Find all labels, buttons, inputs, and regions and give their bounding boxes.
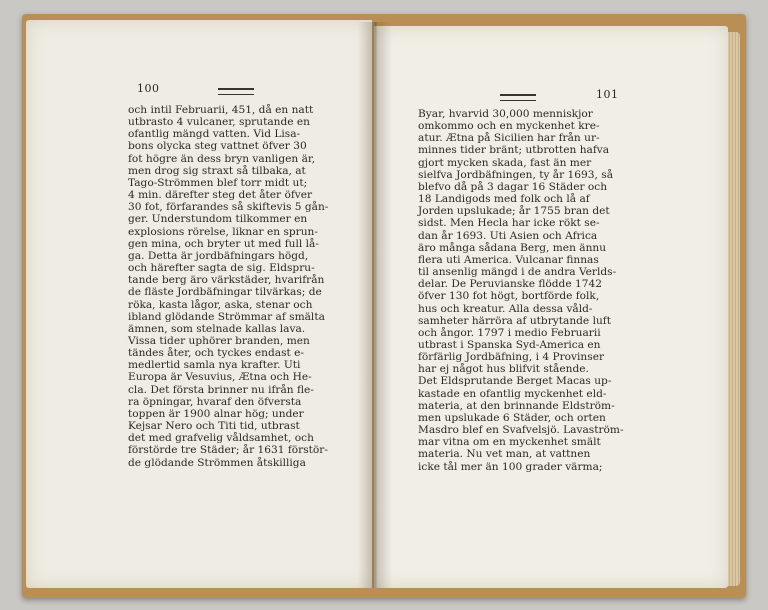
text-line: Jorden upslukade; år 1755 bran det: [418, 205, 610, 218]
text-line: ger. Understundom tilkommer en: [128, 213, 308, 226]
text-line: explosions rörelse, liknar en sprun-: [128, 225, 318, 238]
right-page-number: 101: [596, 88, 619, 101]
text-line: men upslukade 6 Städer, och orten: [418, 411, 606, 424]
text-line: men drog sig straxt så tilbaka, at: [128, 164, 306, 177]
text-line: Vissa tider uphörer branden, men: [128, 334, 310, 347]
text-line: Kejsar Nero och Titi tid, utbrast: [128, 420, 300, 433]
text-line: ofantlig mängd vatten. Vid Lisa-: [128, 128, 301, 141]
text-line: tande berg äro värkstäder, hvarifrån: [128, 274, 325, 287]
text-line: materia. Nu vet man, at vattnen: [418, 448, 591, 461]
text-line: ämnen, som stelnade kallas lava.: [128, 322, 306, 335]
text-line: kastade en ofantlig myckenhet eld-: [418, 387, 607, 400]
left-page-ornament: [218, 88, 254, 95]
text-line: blefvo då på 3 dagar 16 Städer och: [418, 180, 608, 193]
text-line: delar. De Peruvianske flödde 1742: [418, 278, 602, 291]
text-line: 30 fot, förfarandes så skiftevis 5 gån-: [128, 201, 329, 214]
text-line: fot högre än dess bryn vanligen är,: [128, 152, 316, 165]
text-line: atur. Ætna på Sicilien har från ur-: [418, 132, 600, 145]
text-line: flera uti America. Vulcanar finnas: [418, 253, 599, 266]
text-line: mar vitna om en myckenhet smält: [418, 436, 601, 449]
text-line: de fläste Jordbäfningar tilvärkas; de: [128, 286, 322, 299]
text-line: förstörde tre Städer; år 1631 förstör-: [128, 444, 328, 457]
text-line: Europa är Vesuvius, Ætna och He-: [128, 371, 312, 384]
text-line: samheter härröra af utbrytande luft: [418, 314, 611, 327]
left-page-number: 100: [137, 82, 160, 95]
text-line: Byar, hvarvid 30,000 menniskjor: [418, 108, 593, 120]
text-line: cla. Det första brinner nu ifrån fle-: [128, 383, 314, 396]
right-page-text: [418, 108, 622, 473]
text-line: ra öpningar, hvaraf den öfversta: [128, 395, 302, 408]
text-line: sidst. Men Hecla har icke rökt se-: [418, 217, 600, 230]
text-line: gjort mycken skada, fast än mer: [418, 156, 592, 169]
text-line: de glödande Strömmen åtskilliga: [128, 456, 306, 469]
left-page-text: [128, 104, 334, 469]
text-line: medlertid samla nya krafter. Uti: [128, 359, 301, 372]
text-line: förfärlig Jordbäfning, i 4 Provinser: [418, 351, 605, 364]
text-line: utbrasto 4 vulcaner, sprutande en: [128, 116, 310, 129]
text-line: minnes tider bränt; utbrotten hafva: [418, 144, 610, 157]
text-line: har ej något hus blifvit stående.: [418, 363, 589, 376]
right-page-ornament: [500, 94, 536, 101]
text-line: materia, at den brinnande Eldström-: [418, 399, 615, 412]
text-line: Det Eldsprutande Berget Macas up-: [418, 375, 612, 388]
text-line: dan år 1693. Uti Asien och Africa: [418, 229, 598, 242]
text-line: Masdro blef en Svafvelsjö. Lavaström-: [418, 424, 624, 437]
text-line: 18 Landigods med folk och lå af: [418, 193, 590, 206]
text-line: bons olycka steg vattnet öfver 30: [128, 140, 307, 153]
text-line: och intil Februarii, 451, då en natt: [128, 104, 314, 116]
text-line: tändes åter, och tyckes endast e-: [128, 347, 304, 360]
text-line: och härefter sagta de sig. Eldspru-: [128, 262, 315, 275]
text-line: toppen är 1900 alnar hög; under: [128, 407, 304, 420]
text-line: sielfva Jordbäfningen, ty år 1693, så: [418, 168, 614, 181]
text-line: öfver 130 fot högt, bortförde folk,: [418, 290, 600, 303]
text-line: och ångor. 1797 i medio Februarii: [418, 326, 601, 339]
text-line: hus och kreatur. Alla dessa våld-: [418, 302, 593, 315]
text-line: gen mina, och bryter ut med full lå-: [128, 237, 319, 250]
text-line: ga. Detta är jordbäfningars högd,: [128, 249, 309, 262]
text-line: til ansenlig mängd i de andra Verlds-: [418, 266, 617, 279]
text-line: röka, kasta lågor, aska, stenar och: [128, 298, 313, 311]
text-line: det med grafvelig våldsamhet, och: [128, 432, 314, 445]
text-line: Tago-Strömmen blef torr midt ut;: [128, 176, 308, 189]
text-line: ibland glödande Strömmar af smälta: [128, 310, 325, 323]
text-line: icke tål mer än 100 grader värma;: [418, 460, 603, 473]
book-gutter: [358, 22, 392, 588]
text-line: äro många sådana Berg, men ännu: [418, 241, 607, 254]
text-line: omkommo och en myckenhet kre-: [418, 120, 600, 133]
text-line: 4 min. därefter steg det åter öfver: [128, 189, 313, 202]
text-line: utbrast i Spanska Syd-America en: [418, 338, 601, 351]
